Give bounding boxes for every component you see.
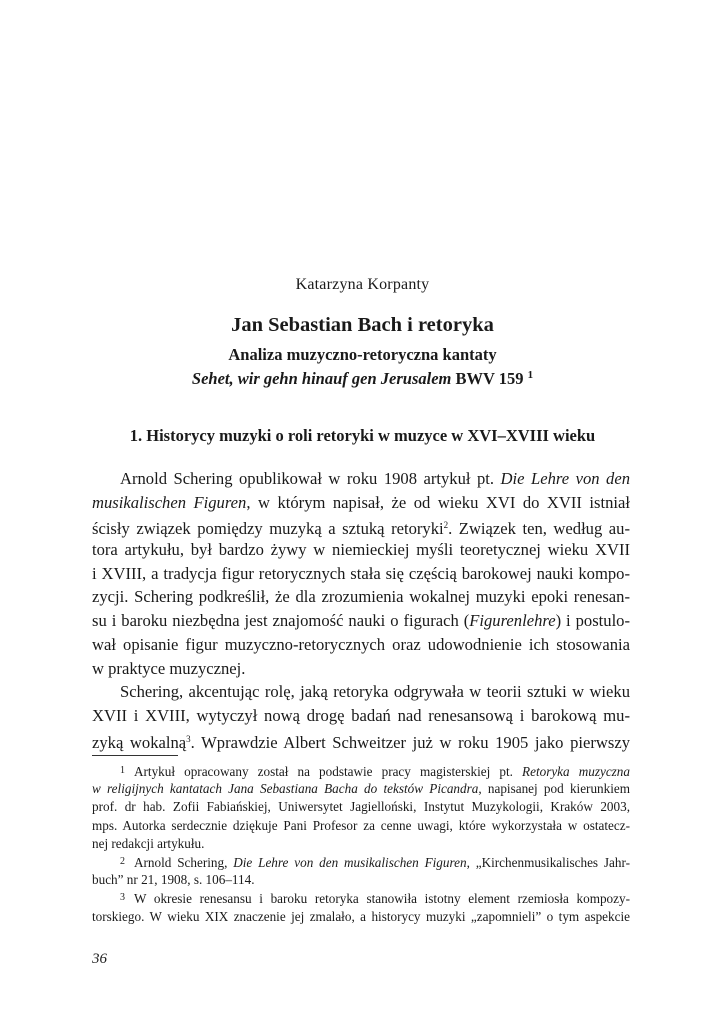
subtitle-line-2 xyxy=(0,369,725,389)
author-name: Katarzyna Korpanty xyxy=(295,276,430,293)
body-line: w praktyce muzycznej. xyxy=(92,658,246,678)
cantata-title: Sehet, wir gehn hinauf gen Jerusalem xyxy=(191,369,452,388)
footnote-line: nej redakcji artykułu. xyxy=(92,835,205,851)
footnotes xyxy=(92,762,630,926)
section-heading: 1. Historycy muzyki o roli retoryki w muzyce w XVI–XVIII wieku xyxy=(129,426,596,445)
footnote-line: w religijnych kantatach Jana Sebastiana Bacha do tekstów Picandra, napisanej pod kierunkiem xyxy=(92,781,631,797)
footnote-line: torskiego. W wieku XIX znaczenie jej zmalało, a historycy muzyki „zapomnieli” o tym aspekcie xyxy=(92,908,630,924)
footnote-number: 1 xyxy=(120,765,125,776)
footnote-line: buch” nr 21, 1908, s. 106–114. xyxy=(92,872,255,888)
body-line: Arnold Schering opublikował w roku 1908 artykuł pt. Die Lehre von den xyxy=(120,469,630,488)
body-line: Schering, akcentując rolę, jaką retoryka odgrywała w teorii sztuki w wieku xyxy=(120,682,630,702)
footnote-line: prof. dr hab. Zofii Fabiańskiej, Uniwersytet Jagielloński, Instytut Muzykologii, Kraków 2003, xyxy=(92,799,630,815)
footnote-ref-3: 3 xyxy=(186,733,191,744)
footnote-number: 3 xyxy=(120,892,125,904)
bwv-number: BWV 159 xyxy=(451,369,524,388)
body-line: zyką wokalną$^3$. Wprawdzie Albert Schweitzer już w roku 1905 jako pierwszy xyxy=(92,732,630,752)
footnote-line: $^3$ W okresie renesansu i baroku retoryka stanowiła istotny element rzemiosła kompozy- xyxy=(120,891,630,907)
body-line: i XVIII, a tradycja figur retorycznych stała się częścią barokowej nauki kompo- xyxy=(92,563,630,583)
body-line: ścisły związek pomiędzy muzyką a sztuką retoryki$^2$. Związek ten, według au- xyxy=(92,519,630,539)
footnote-separator xyxy=(92,755,178,756)
article-title: Jan Sebastian Bach i retoryka xyxy=(231,314,494,336)
page-number: 36 xyxy=(92,951,107,967)
body-line: zycji. Schering podkreślił, że dla zrozumienia wokalnej muzyki epoki renesan- xyxy=(92,587,630,607)
body-text xyxy=(92,467,630,751)
footnote-number: 2 xyxy=(120,855,125,867)
body-line: tora artykułu, był bardzo żywy w niemieckiej myśli teoretycznej wieku XVII xyxy=(92,540,630,560)
subtitle-line-1: Analiza muzyczno-retoryczna kantaty xyxy=(228,345,497,364)
footnote-ref-1: 1 xyxy=(527,369,534,381)
body-line: wał opisanie figur muzyczno-retorycznych oraz udowodnienie ich stosowania xyxy=(92,634,630,654)
footnote-line: $^1$ Artykuł opracowany został na podstawie pracy magisterskiej pt. Retoryka muzyczna xyxy=(120,764,630,779)
footnote-line: $^2$ Arnold Schering, Die Lehre von den musikalischen Figuren, „Kirchenmusikalisches Jahr- xyxy=(120,854,630,870)
footnote-line: mps. Autorka serdecznie dziękuje Pani Profesor za cenne uwagi, które wykorzystała w ostatecz- xyxy=(92,817,630,833)
body-line: musikalischen Figuren, w którym napisał, że od wieku XVI do XVII istniał xyxy=(92,492,630,512)
footnote-ref-2: 2 xyxy=(443,520,449,531)
body-line: XVII i XVIII, wytyczył nową drogę badań nad renesansową i barokową mu- xyxy=(92,705,630,725)
body-line: su i baroku niezbędna jest znajomość nauki o figurach (Figurenlehre) i postulo- xyxy=(92,611,631,631)
